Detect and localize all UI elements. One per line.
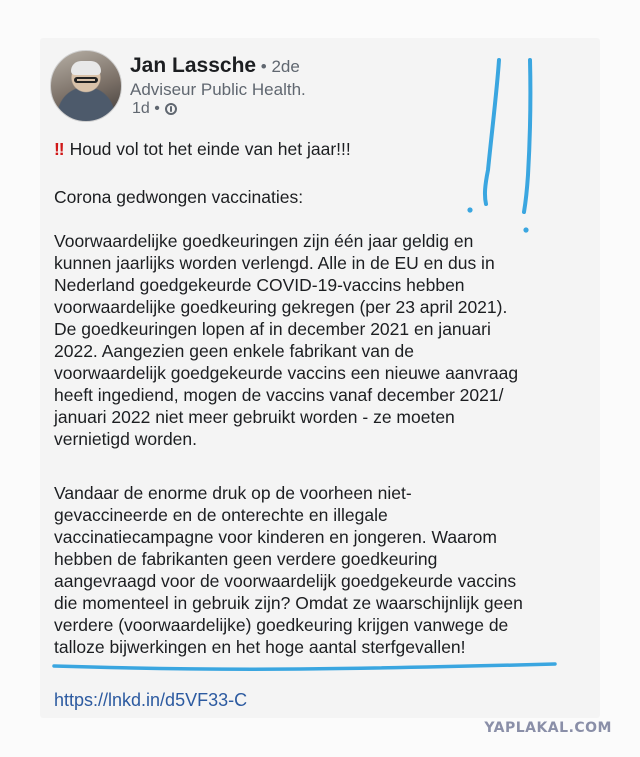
post-line-13: Vandaar de enorme druk op de voorheen niet- <box>54 483 412 503</box>
avatar-glasses <box>74 77 98 83</box>
post-line-14: gevaccineerde en de onterechte en illegale <box>54 505 388 525</box>
post-time: 1d • <box>132 100 160 117</box>
post-line-10: heeft ingediend, mogen de vaccins vanaf december 2021/ <box>54 385 504 405</box>
author-avatar[interactable] <box>50 50 122 122</box>
post-meta <box>132 100 177 118</box>
post-line-15: vaccinatiecampagne voor kinderen en jongeren. Waarom <box>54 527 497 547</box>
author-headline: Adviseur Public Health. <box>130 80 306 99</box>
post-line-7: De goedkeuringen lopen af in december 2021 en januari <box>54 319 491 339</box>
author-name-line[interactable] <box>130 54 300 78</box>
post-link[interactable]: https://lnkd.in/d5VF33-C <box>54 690 248 710</box>
avatar-hair <box>71 61 101 75</box>
globe-icon <box>165 103 177 115</box>
post-line-12: vernietigd worden. <box>54 429 197 449</box>
connection-degree: • 2de <box>256 57 300 76</box>
post-line-20: talloze bijwerkingen en het hoge aantal sterfgevallen! <box>54 637 466 657</box>
post-line-11: januari 2022 niet meer gebruikt worden - ze moeten <box>54 407 455 427</box>
double-exclamation-icon: ‼ <box>54 139 64 159</box>
site-watermark: YAPLAKAL.COM <box>484 720 612 736</box>
post-line-1: ‼ Houd vol tot het einde van het jaar!!! <box>54 139 351 159</box>
author-name[interactable]: Jan Lassche <box>130 54 257 77</box>
post-line-8: 2022. Aangezien geen enkele fabrikant van de <box>54 341 415 361</box>
post-line-3: Voorwaardelijke goedkeuringen zijn één jaar geldig en <box>54 231 474 251</box>
post-line-4: kunnen jaarlijks worden verlengd. Alle in de EU en dus in <box>54 253 495 273</box>
post-line-9: voorwaardelijk goedgekeurde vaccins een nieuwe aanvraag <box>54 363 519 383</box>
post-line-18: die momenteel in gebruik zijn? Omdat ze waarschijnlijk geen <box>54 593 523 613</box>
post-line-19: verdere (voorwaardelijke) goedkeuring krijgen vanwege de <box>54 615 509 635</box>
post-line-2: Corona gedwongen vaccinaties: <box>54 187 304 207</box>
post-line-6: voorwaardelijke goedkeuring gekregen (per 23 april 2021). <box>54 297 508 317</box>
post-line-16: hebben de fabrikanten geen verdere goedkeuring <box>54 549 438 569</box>
post-line-17: aangevraagd voor de voorwaardelijk goedgekeurde vaccins <box>54 571 517 591</box>
post-line-5: Nederland goedgekeurde COVID-19-vaccins hebben <box>54 275 465 295</box>
